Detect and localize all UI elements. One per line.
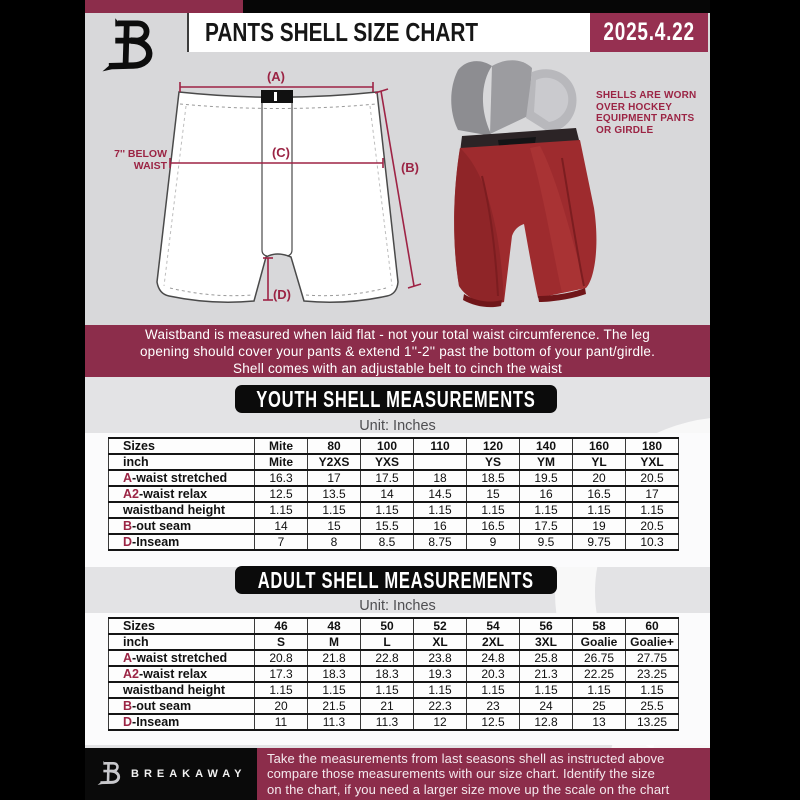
size-header-cell: 120 bbox=[467, 438, 520, 454]
value-cell: 23.8 bbox=[414, 650, 467, 666]
table-header-row bbox=[109, 438, 679, 454]
row-label: B-out seam bbox=[109, 518, 255, 534]
table-row bbox=[109, 534, 679, 550]
table-row bbox=[109, 634, 679, 650]
value-cell: 11.3 bbox=[308, 714, 361, 730]
value-cell: 12.8 bbox=[520, 714, 573, 730]
value-cell: 17.3 bbox=[255, 666, 308, 682]
table-row bbox=[109, 682, 679, 698]
value-cell: 17 bbox=[626, 486, 679, 502]
red-shell bbox=[454, 140, 596, 307]
table-header-row bbox=[109, 618, 679, 634]
size-header-cell: 54 bbox=[467, 618, 520, 634]
value-cell: 25 bbox=[573, 698, 626, 714]
adult-size-table bbox=[108, 617, 679, 731]
row-label: inch bbox=[109, 634, 255, 650]
text-line: OR GIRDLE bbox=[596, 124, 654, 136]
measure-letter: D bbox=[123, 535, 133, 549]
size-header-cell: 180 bbox=[626, 438, 679, 454]
value-cell: 16 bbox=[520, 486, 573, 502]
value-cell: 21 bbox=[361, 698, 414, 714]
value-cell: 25.8 bbox=[520, 650, 573, 666]
value-cell: 22.8 bbox=[361, 650, 414, 666]
text-line: compare those measurements with our size chart. Identify the size bbox=[267, 766, 656, 782]
value-cell: 26.75 bbox=[573, 650, 626, 666]
value-cell: 21.5 bbox=[308, 698, 361, 714]
text-line: EQUIPMENT PANTS bbox=[596, 113, 695, 124]
measure-letter: A2 bbox=[123, 667, 139, 681]
table-row bbox=[109, 486, 679, 502]
date-box bbox=[590, 13, 708, 52]
value-cell: Goalie bbox=[573, 634, 626, 650]
value-cell: 1.15 bbox=[414, 502, 467, 518]
text-line: on the chart, if you need a larger size move up the scale on the chart bbox=[267, 781, 670, 797]
value-cell: 24 bbox=[520, 698, 573, 714]
row-label: A2-waist relax bbox=[109, 666, 255, 682]
label-c: (C) bbox=[271, 145, 291, 160]
value-cell: 12.5 bbox=[255, 486, 308, 502]
measure-letter: A2 bbox=[123, 487, 139, 501]
value-cell bbox=[414, 454, 467, 470]
value-cell: 14.5 bbox=[414, 486, 467, 502]
title-box bbox=[187, 13, 590, 52]
value-cell: 23 bbox=[467, 698, 520, 714]
value-cell: 20 bbox=[255, 698, 308, 714]
value-cell: 14 bbox=[361, 486, 414, 502]
text-line: Shell comes with an adjustable belt to cinch the waist bbox=[233, 360, 562, 376]
value-cell: 1.15 bbox=[467, 682, 520, 698]
youth-banner-label: YOUTH SHELL MEASUREMENTS bbox=[256, 385, 536, 412]
youth-banner bbox=[235, 385, 557, 413]
size-header-cell: 46 bbox=[255, 618, 308, 634]
value-cell: 15 bbox=[467, 486, 520, 502]
value-cell: 11.3 bbox=[361, 714, 414, 730]
row-label: A-waist stretched bbox=[109, 650, 255, 666]
value-cell: 1.15 bbox=[308, 682, 361, 698]
row-label: D-Inseam bbox=[109, 534, 255, 550]
size-header-cell: 160 bbox=[573, 438, 626, 454]
value-cell: 15 bbox=[308, 518, 361, 534]
value-cell: 8.75 bbox=[414, 534, 467, 550]
row-label: A2-waist relax bbox=[109, 486, 255, 502]
value-cell: 22.3 bbox=[414, 698, 467, 714]
measure-letter: B bbox=[123, 519, 133, 533]
size-header-cell: 56 bbox=[520, 618, 573, 634]
value-cell: 8 bbox=[308, 534, 361, 550]
top-black-bar bbox=[243, 0, 710, 13]
value-cell: 13 bbox=[573, 714, 626, 730]
size-header-cell: Mite bbox=[255, 438, 308, 454]
youth-size-table bbox=[108, 437, 679, 551]
size-header-cell: 58 bbox=[573, 618, 626, 634]
size-header-cell: 80 bbox=[308, 438, 361, 454]
row-label: D-Inseam bbox=[109, 714, 255, 730]
value-cell: 7 bbox=[255, 534, 308, 550]
table-row bbox=[109, 650, 679, 666]
value-cell: 24.8 bbox=[467, 650, 520, 666]
notice-banner bbox=[85, 325, 710, 377]
chart-date: 2025.4.22 bbox=[603, 18, 695, 46]
measure-letter: D bbox=[123, 715, 133, 729]
measure-letter: A bbox=[123, 651, 133, 665]
value-cell: Y2XS bbox=[308, 454, 361, 470]
value-cell: 1.15 bbox=[361, 502, 414, 518]
size-header-cell: 140 bbox=[520, 438, 573, 454]
value-cell: 19 bbox=[573, 518, 626, 534]
value-cell: Goalie+ bbox=[626, 634, 679, 650]
value-cell: 1.15 bbox=[255, 682, 308, 698]
value-cell: 23.25 bbox=[626, 666, 679, 682]
value-cell: 1.15 bbox=[573, 682, 626, 698]
value-cell: 13.25 bbox=[626, 714, 679, 730]
youth-unit-label: Unit: Inches bbox=[359, 418, 436, 434]
value-cell: 1.15 bbox=[626, 682, 679, 698]
value-cell: 25.5 bbox=[626, 698, 679, 714]
value-cell: 16.5 bbox=[467, 518, 520, 534]
value-cell: S bbox=[255, 634, 308, 650]
value-cell: YL bbox=[573, 454, 626, 470]
below-waist-note-line1: 7'' BELOW bbox=[114, 148, 167, 160]
value-cell: 20 bbox=[573, 470, 626, 486]
value-cell: 27.75 bbox=[626, 650, 679, 666]
value-cell: 21.8 bbox=[308, 650, 361, 666]
breakaway-logo-icon-footer bbox=[97, 759, 123, 789]
value-cell: 1.15 bbox=[520, 682, 573, 698]
text-line: Take the measurements from last seasons shell as instructed above bbox=[267, 750, 665, 766]
value-cell: 18.5 bbox=[467, 470, 520, 486]
value-cell: XL bbox=[414, 634, 467, 650]
value-cell: 18 bbox=[414, 470, 467, 486]
value-cell: 8.5 bbox=[361, 534, 414, 550]
value-cell: 1.15 bbox=[361, 682, 414, 698]
table-row bbox=[109, 518, 679, 534]
measure-letter: A bbox=[123, 471, 133, 485]
row-label: inch bbox=[109, 454, 255, 470]
row-label: B-out seam bbox=[109, 698, 255, 714]
value-cell: 1.15 bbox=[573, 502, 626, 518]
shell-measurement-diagram bbox=[110, 62, 425, 312]
table-row bbox=[109, 698, 679, 714]
size-header-cell: 100 bbox=[361, 438, 414, 454]
value-cell: 21.3 bbox=[520, 666, 573, 682]
value-cell: 1.15 bbox=[520, 502, 573, 518]
footer-instructions bbox=[257, 748, 710, 800]
value-cell: 9.75 bbox=[573, 534, 626, 550]
value-cell: 1.15 bbox=[467, 502, 520, 518]
value-cell: Mite bbox=[255, 454, 308, 470]
value-cell: 3XL bbox=[520, 634, 573, 650]
row-label: Sizes bbox=[109, 438, 255, 454]
text-line: SHELLS ARE WORN bbox=[596, 90, 697, 101]
photo-note bbox=[596, 90, 710, 136]
footer-brand-block bbox=[85, 748, 257, 800]
value-cell: 10.3 bbox=[626, 534, 679, 550]
row-label: waistband height bbox=[109, 682, 255, 698]
shell-pants-photo bbox=[440, 56, 600, 314]
value-cell: 11 bbox=[255, 714, 308, 730]
value-cell: 18.3 bbox=[361, 666, 414, 682]
table-row bbox=[109, 470, 679, 486]
value-cell: 19.3 bbox=[414, 666, 467, 682]
value-cell: 17.5 bbox=[520, 518, 573, 534]
size-header-cell: 48 bbox=[308, 618, 361, 634]
value-cell: YS bbox=[467, 454, 520, 470]
text-line: Waistband is measured when laid flat - not your total waist circumference. The leg bbox=[145, 326, 650, 342]
value-cell: YM bbox=[520, 454, 573, 470]
value-cell: 9.5 bbox=[520, 534, 573, 550]
value-cell: 9 bbox=[467, 534, 520, 550]
table-row bbox=[109, 454, 679, 470]
value-cell: M bbox=[308, 634, 361, 650]
size-header-cell: 52 bbox=[414, 618, 467, 634]
value-cell: YXS bbox=[361, 454, 414, 470]
row-label: Sizes bbox=[109, 618, 255, 634]
size-chart-page bbox=[85, 0, 710, 800]
value-cell: 16 bbox=[414, 518, 467, 534]
shorts-outline bbox=[157, 92, 398, 302]
value-cell: 15.5 bbox=[361, 518, 414, 534]
measure-letter: B bbox=[123, 699, 133, 713]
row-label: A-waist stretched bbox=[109, 470, 255, 486]
girdle-equipment bbox=[451, 60, 576, 136]
value-cell: 13.5 bbox=[308, 486, 361, 502]
label-d: (D) bbox=[272, 287, 292, 302]
value-cell: 17 bbox=[308, 470, 361, 486]
page-title: PANTS SHELL SIZE CHART bbox=[205, 17, 479, 47]
value-cell: 19.5 bbox=[520, 470, 573, 486]
value-cell: 16.3 bbox=[255, 470, 308, 486]
value-cell: YXL bbox=[626, 454, 679, 470]
size-header-cell: 110 bbox=[414, 438, 467, 454]
value-cell: 1.15 bbox=[626, 502, 679, 518]
adult-banner-label: ADULT SHELL MEASUREMENTS bbox=[257, 566, 535, 593]
value-cell: 1.15 bbox=[414, 682, 467, 698]
value-cell: L bbox=[361, 634, 414, 650]
value-cell: 1.15 bbox=[255, 502, 308, 518]
adult-unit-label: Unit: Inches bbox=[359, 598, 436, 614]
size-header-cell: 50 bbox=[361, 618, 414, 634]
value-cell: 17.5 bbox=[361, 470, 414, 486]
measurements-section bbox=[85, 377, 710, 748]
label-b: (B) bbox=[400, 160, 420, 175]
value-cell: 22.25 bbox=[573, 666, 626, 682]
value-cell: 12.5 bbox=[467, 714, 520, 730]
value-cell: 1.15 bbox=[308, 502, 361, 518]
size-header-cell: 60 bbox=[626, 618, 679, 634]
label-a: (A) bbox=[266, 69, 286, 84]
value-cell: 18.3 bbox=[308, 666, 361, 682]
row-label: waistband height bbox=[109, 502, 255, 518]
table-row bbox=[109, 502, 679, 518]
text-line: opening should cover your pants & extend 1''-2'' past the bottom of your pant/girdle. bbox=[139, 343, 656, 359]
table-row bbox=[109, 666, 679, 682]
value-cell: 14 bbox=[255, 518, 308, 534]
value-cell: 20.5 bbox=[626, 470, 679, 486]
value-cell: 12 bbox=[414, 714, 467, 730]
table-row bbox=[109, 714, 679, 730]
value-cell: 16.5 bbox=[573, 486, 626, 502]
value-cell: 20.3 bbox=[467, 666, 520, 682]
value-cell: 2XL bbox=[467, 634, 520, 650]
text-line: OVER HOCKEY bbox=[596, 101, 673, 113]
value-cell: 20.5 bbox=[626, 518, 679, 534]
brand-name: BREAKAWAY bbox=[131, 768, 247, 780]
value-cell: 20.8 bbox=[255, 650, 308, 666]
top-accent-bar bbox=[85, 0, 243, 13]
adult-banner bbox=[235, 566, 557, 594]
below-waist-note-line2: WAIST bbox=[133, 160, 167, 172]
